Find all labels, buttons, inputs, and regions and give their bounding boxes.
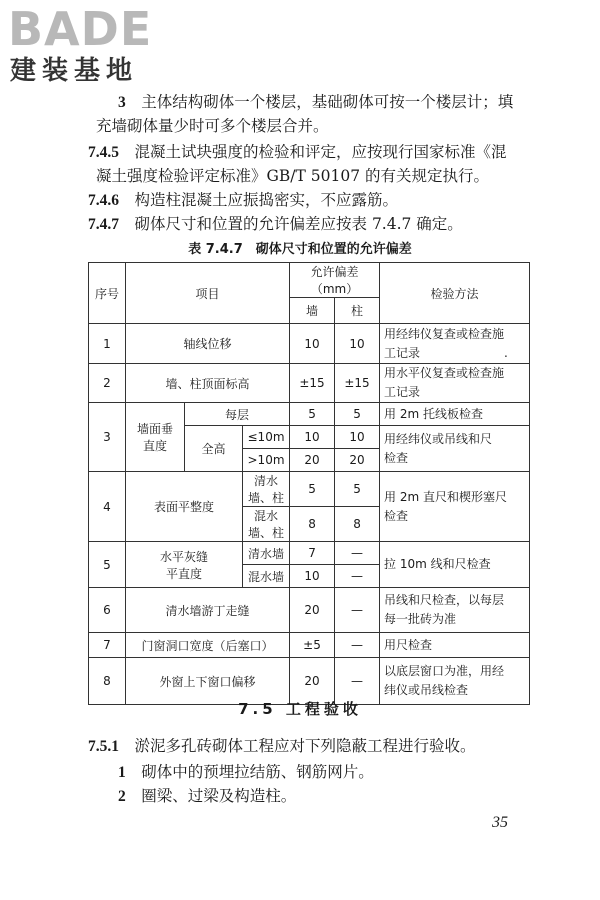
row-wall: 10 <box>290 426 335 449</box>
header-no: 序号 <box>89 263 126 324</box>
clause-number: 2 <box>118 788 126 805</box>
logo-subtitle: 建装基地 <box>10 56 139 86</box>
row-method: 拉 10m 线和尺检查 <box>380 542 530 588</box>
row-method: 用尺检查 <box>380 633 530 658</box>
row-group: 水平灰缝 平直度 <box>126 542 243 588</box>
row-wall: 5 <box>290 472 335 507</box>
clause-text: 构造柱混凝土应振捣密实，不应露筋。 <box>134 191 399 209</box>
clause-item-2 <box>118 784 548 809</box>
tolerance-table <box>88 262 530 705</box>
row-no: 1 <box>89 324 126 364</box>
row-wall: 10 <box>290 565 335 588</box>
clause-text: 凝土强度检验评定标准》GB/T 50107 的有关规定执行。 <box>96 167 489 185</box>
table-caption: 表 7.4.7 砌体尺寸和位置的允许偏差 <box>188 242 412 257</box>
row-item: 墙、柱顶面标高 <box>126 364 290 403</box>
row-wall: 5 <box>290 403 335 426</box>
table-header-row <box>89 263 530 298</box>
row-column: — <box>335 542 380 565</box>
clause-text: 充墙砌体量少时可多个楼层合并。 <box>96 117 329 135</box>
row-no: 7 <box>89 633 126 658</box>
header-tolerance: 允许偏差（mm） <box>290 263 380 298</box>
row-method: 用 2m 直尺和楔形塞尺 检查 <box>380 472 530 542</box>
row-column: 5 <box>335 472 380 507</box>
row-sub: 混水墙、柱 <box>243 507 290 542</box>
row-item: 清水墙游丁走缝 <box>126 588 290 633</box>
section-title: 7.5 工程验收 <box>238 700 362 718</box>
row-column: — <box>335 588 380 633</box>
row-subgroup: 全高 <box>185 426 243 472</box>
clause-text: 砌体中的预埋拉结筋、钢筋网片。 <box>141 763 374 781</box>
logo-wordmark: BADE <box>8 2 153 56</box>
row-column: 8 <box>335 507 380 542</box>
row-group: 表面平整度 <box>126 472 243 542</box>
row-wall: 20 <box>290 588 335 633</box>
row-item: 轴线位移 <box>126 324 290 364</box>
header-item: 项目 <box>126 263 290 324</box>
row-no: 5 <box>89 542 126 588</box>
row-wall: 7 <box>290 542 335 565</box>
table-row <box>89 403 530 426</box>
row-sub: 混水墙 <box>243 565 290 588</box>
table-row <box>89 364 530 403</box>
row-group: 墙面垂 直度 <box>126 403 185 472</box>
header-method: 检验方法 <box>380 263 530 324</box>
row-column: 20 <box>335 449 380 472</box>
clause-7-4-6 <box>88 188 548 213</box>
row-method: 用 2m 托线板检查 <box>380 403 530 426</box>
row-column: ±15 <box>335 364 380 403</box>
row-no: 6 <box>89 588 126 633</box>
table-row <box>89 633 530 658</box>
page-number: 35 <box>492 814 508 831</box>
clause-number: 1 <box>118 764 126 781</box>
clause-number: 7.4.7 <box>88 216 119 233</box>
row-wall: 20 <box>290 449 335 472</box>
table-row <box>89 324 530 364</box>
clause-number: 3 <box>118 94 126 111</box>
table-row <box>89 472 530 507</box>
logo <box>8 4 188 88</box>
row-column: 10 <box>335 324 380 364</box>
row-no: 8 <box>89 658 126 705</box>
row-sub: 清水墙 <box>243 542 290 565</box>
row-column: — <box>335 565 380 588</box>
clause-text: 混凝土试块强度的检验和评定，应按现行国家标准《混 <box>134 143 507 161</box>
row-sub: 清水墙、柱 <box>243 472 290 507</box>
row-item: 门窗洞口宽度（后塞口） <box>126 633 290 658</box>
clause-item-3 <box>118 90 548 115</box>
header-column: 柱 <box>335 298 380 324</box>
row-wall: 8 <box>290 507 335 542</box>
header-wall: 墙 <box>290 298 335 324</box>
row-sub: ≤10m <box>243 426 290 449</box>
clause-number: 7.4.5 <box>88 144 119 161</box>
row-column: — <box>335 633 380 658</box>
row-wall: 10 <box>290 324 335 364</box>
clause-continuation <box>96 114 556 138</box>
row-wall: 20 <box>290 658 335 705</box>
row-no: 3 <box>89 403 126 472</box>
row-sub: >10m <box>243 449 290 472</box>
row-method: 以底层窗口为准，用经 纬仪或吊线检查 <box>380 658 530 705</box>
row-column: 5 <box>335 403 380 426</box>
table-row <box>89 588 530 633</box>
clause-number: 7.5.1 <box>88 738 119 755</box>
clause-number: 7.4.6 <box>88 192 119 209</box>
row-no: 4 <box>89 472 126 542</box>
clause-7-5-1 <box>88 734 548 759</box>
row-method: 用经纬仪复查或检查施 工记录 . <box>380 324 530 364</box>
row-wall: ±5 <box>290 633 335 658</box>
clause-text: 砌体尺寸和位置的允许偏差应按表 7.4.7 确定。 <box>134 215 463 233</box>
clause-item-1 <box>118 760 548 785</box>
clause-text: 圈梁、过梁及构造柱。 <box>141 787 297 805</box>
clause-7-4-5 <box>88 140 548 165</box>
row-column: — <box>335 658 380 705</box>
row-method: 用水平仪复查或检查施 工记录 <box>380 364 530 403</box>
row-wall: ±15 <box>290 364 335 403</box>
clause-text: 主体结构砌体一个楼层，基础砌体可按一个楼层计；填 <box>141 93 514 111</box>
row-method: 吊线和尺检查，以每层 每一批砖为准 <box>380 588 530 633</box>
row-no: 2 <box>89 364 126 403</box>
clause-7-4-7 <box>88 212 548 237</box>
clause-continuation <box>96 164 556 188</box>
row-column: 10 <box>335 426 380 449</box>
clause-text: 淤泥多孔砖砌体工程应对下列隐蔽工程进行验收。 <box>134 737 476 755</box>
table-row <box>89 542 530 565</box>
row-sub: 每层 <box>185 403 290 426</box>
row-item: 外窗上下窗口偏移 <box>126 658 290 705</box>
row-method: 用经纬仪或吊线和尺 检查 <box>380 426 530 472</box>
